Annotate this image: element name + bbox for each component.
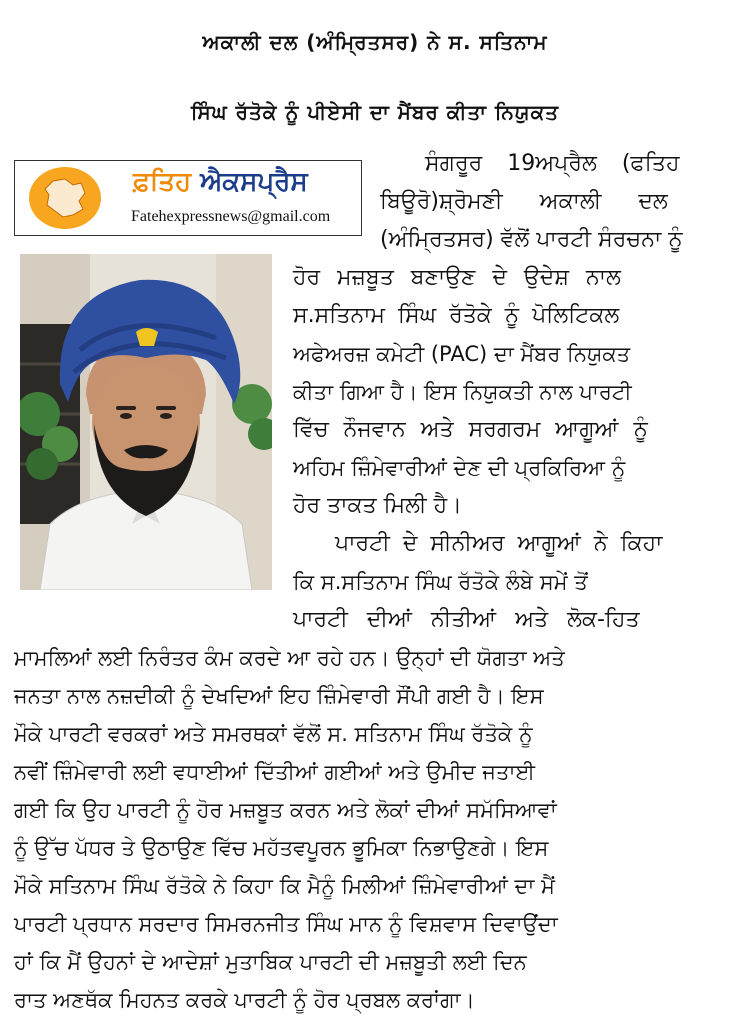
- article-line: ਸ.ਸਤਿਨਾਮ ਸਿੰਘ ਰੱਤੋਕੇ ਨੂੰ ਪੋਲਿਟਿਕਲ: [293, 303, 620, 328]
- article-line: ਹੋਰ ਤਾਕਤ ਮਿਲੀ ਹੈ।: [293, 493, 462, 518]
- article-line: ਅਹਿਮ ਜ਼ਿੰਮੇਵਾਰੀਆਂ ਦੇਣ ਦੀ ਪ੍ਰਕਿਰਿਆ ਨੂੰ: [293, 456, 626, 480]
- headline: [0, 0, 750, 150]
- portrait-illustration: [20, 254, 272, 590]
- newspaper-name: [133, 167, 308, 198]
- article-line: ਰਾਤ ਅਣਥੱਕ ਮਿਹਨਤ ਕਰਕੇ ਪਾਰਟੀ ਨੂੰ ਹੋਰ ਪ੍ਰਬਲ ਕਰਾਂਗਾ।: [14, 988, 475, 1012]
- newspaper-name-part2: ਐਕਸਪ੍ਰੈਸ: [200, 167, 308, 197]
- article-line: ਕੀਤਾ ਗਿਆ ਹੈ। ਇਸ ਨਿਯੁਕਤੀ ਨਾਲ ਪਾਰਟੀ: [293, 380, 632, 404]
- article-line: ਪਾਰਟੀ ਦੀਆਂ ਨੀਤੀਆਂ ਅਤੇ ਲੋਕ-ਹਿਤ: [293, 607, 640, 632]
- newspaper-logo-box: [14, 160, 362, 236]
- article-line: (ਅੰਮ੍ਰਿਤਸਰ) ਵੱਲੋਂ ਪਾਰਟੀ ਸੰਰਚਨਾ ਨੂੰ: [380, 227, 683, 252]
- article-line: ਵਿੱਚ ਨੌਜਵਾਨ ਅਤੇ ਸਰਗਰਮ ਆਗੂਆਂ ਨੂੰ: [293, 417, 648, 442]
- newspaper-name-part1: ਫ਼ਤਿਹ: [133, 167, 192, 197]
- punjab-map-logo-icon: [29, 167, 101, 229]
- newspaper-email: Fatehexpressnews@gmail.com: [131, 208, 331, 225]
- article-line: ਹਾਂ ਕਿ ਮੈਂ ਉਹਨਾਂ ਦੇ ਆਦੇਸ਼ਾਂ ਮੁਤਾਬਿਕ ਪਾਰਟੀ ਦੀ ਮਜ਼ਬੂਤੀ ਲਈ ਦਿਨ: [14, 950, 527, 974]
- portrait-photo: [20, 254, 272, 590]
- headline-line-1: ਅਕਾਲੀ ਦਲ (ਅੰਮ੍ਰਿਤਸਰ) ਨੇ ਸ. ਸਤਿਨਾਮ: [202, 30, 548, 54]
- article-line: ਜਨਤਾ ਨਾਲ ਨਜ਼ਦੀਕੀ ਨੂੰ ਦੇਖਦਿਆਂ ਇਹ ਜ਼ਿੰਮੇਵਾਰੀ ਸੌਂਪੀ ਗਈ ਹੈ। ਇਸ: [14, 684, 544, 708]
- article-line: ਪਾਰਟੀ ਪ੍ਰਧਾਨ ਸਰਦਾਰ ਸਿਮਰਨਜੀਤ ਸਿੰਘ ਮਾਨ ਨੂੰ ਵਿਸ਼ਵਾਸ ਦਿਵਾਉਂਦਾ: [14, 912, 558, 936]
- punjab-map-icon: [43, 177, 89, 219]
- article-line: ਮਾਮਲਿਆਂ ਲਈ ਨਿਰੰਤਰ ਕੰਮ ਕਰਦੇ ਆ ਰਹੇ ਹਨ। ਉਨ੍ਹਾਂ ਦੀ ਯੋਗਤਾ ਅਤੇ: [14, 646, 565, 670]
- article-line: ਗਈ ਕਿ ਉਹ ਪਾਰਟੀ ਨੂੰ ਹੋਰ ਮਜ਼ਬੂਤ ਕਰਨ ਅਤੇ ਲੋਕਾਂ ਦੀਆਂ ਸਮੱਸਿਆਵਾਂ: [14, 798, 557, 822]
- article-line: ਕਿ ਸ.ਸਤਿਨਾਮ ਸਿੰਘ ਰੱਤੋਕੇ ਲੰਬੇ ਸਮੇਂ ਤੋਂ: [293, 570, 588, 594]
- article-line: ਅਫੇਅਰਜ਼ ਕਮੇਟੀ (PAC) ਦਾ ਮੈਂਬਰ ਨਿਯੁਕਤ: [293, 342, 631, 366]
- article-line: ਹੋਰ ਮਜ਼ਬੂਤ ਬਣਾਉਣ ਦੇ ਉਦੇਸ਼ ਨਾਲ: [293, 265, 621, 290]
- article-line: ਪਾਰਟੀ ਦੇ ਸੀਨੀਅਰ ਆਗੂਆਂ ਨੇ ਕਿਹਾ: [335, 531, 663, 556]
- article-line: ਬਿਊਰੋ)ਸ਼੍ਰੋਮਣੀ ਅਕਾਲੀ ਦਲ: [380, 189, 668, 214]
- article-line: ਨੂੰ ਉੱਚ ਪੱਧਰ ਤੇ ਉਠਾਉਣ ਵਿੱਚ ਮਹੱਤਵਪੂਰਨ ਭੂਮਿਕਾ ਨਿਭਾਉਣਗੇ। ਇਸ: [14, 836, 549, 860]
- article-line: ਮੌਕੇ ਪਾਰਟੀ ਵਰਕਰਾਂ ਅਤੇ ਸਮਰਥਕਾਂ ਵੱਲੋਂ ਸ. ਸਤਿਨਾਮ ਸਿੰਘ ਰੱਤੋਕੇ ਨੂੰ: [14, 722, 533, 746]
- article-line: ਮੌਕੇ ਸਤਿਨਾਮ ਸਿੰਘ ਰੱਤੋਕੇ ਨੇ ਕਿਹਾ ਕਿ ਮੈਨੂੰ ਮਿਲੀਆਂ ਜ਼ਿੰਮੇਵਾਰੀਆਂ ਦਾ ਮੈਂ: [14, 874, 555, 898]
- headline-line-2: ਸਿੰਘ ਰੱਤੋਕੇ ਨੂੰ ਪੀਏਸੀ ਦਾ ਮੈਂਬਰ ਕੀਤਾ ਨਿਯੁਕਤ: [190, 100, 560, 124]
- article-line: ਸੰਗਰੂਰ 19ਅਪ੍ਰੈਲ (ਫਤਿਹ: [425, 151, 680, 176]
- article-line: ਨਵੀਂ ਜ਼ਿੰਮੇਵਾਰੀ ਲਈ ਵਧਾਈਆਂ ਦਿੱਤੀਆਂ ਗਈਆਂ ਅਤੇ ਉਮੀਦ ਜਤਾਈ: [14, 760, 535, 784]
